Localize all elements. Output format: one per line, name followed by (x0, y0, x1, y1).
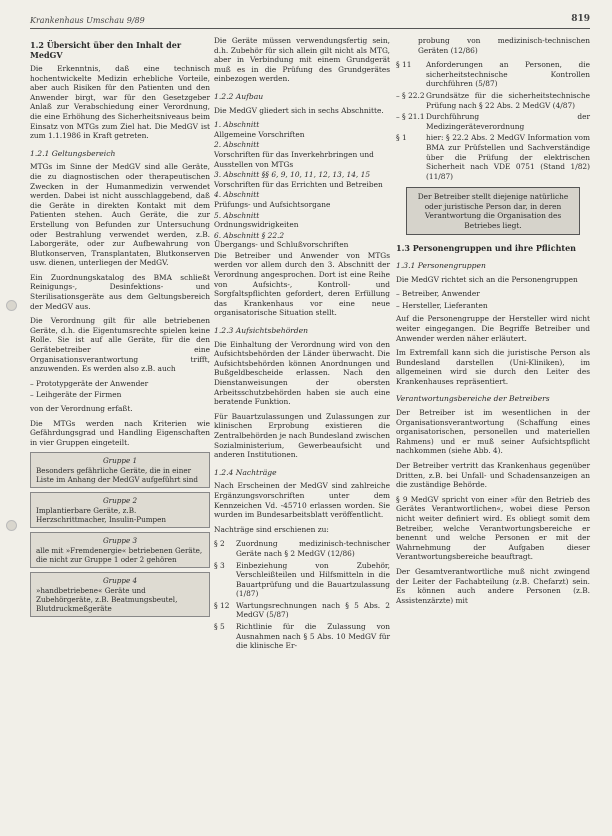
section-title: Ordnungswidrigkeiten (214, 220, 299, 230)
paragraph-catalog: Ein Zuordnungskatalog des BMA schließt Reinigungs-, Desinfektions- und Sterilisationsgeräte aus dem Geltungsbereich der MedGV aus. (30, 272, 210, 311)
subsection-heading-responsibility: Verantwortungsbereiche der Betreibers (396, 394, 550, 404)
group-text: Implantierbare Geräte, z.B. Herzschrittmacher, Insulin-Pumpen (36, 506, 167, 525)
paragraph-structure: Die MedGV gliedert sich in sechs Abschnitte. (214, 105, 384, 115)
item-text: Anforderungen an Personen, die sicherheitstechnische Kontrollen durchführen (5/87) (426, 60, 590, 89)
column-middle (214, 36, 390, 653)
paragraph-use: Die Verordnung gilt für alle betriebenen Geräte, d.h. die Eigentumsrechte spielen keine Rolle. Sie ist auf alle Geräte, für die den Gerätebetreiber eine Organisationsverantwortung trifft, anzuwenden. Es werden also z.B. auch (30, 316, 210, 374)
subsection-heading-scope: 1.2.1 Geltungsbereich (30, 148, 116, 158)
journal-name: Krankenhaus Umschau 9/89 (30, 16, 145, 25)
column-left (30, 36, 210, 621)
group-title: Gruppe 4 (102, 576, 138, 586)
item-text: Durchführung der Medizingeräteverordnung (426, 112, 590, 131)
paragraph-supplement-list: Nachträge sind erschienen zu: (214, 524, 329, 534)
page-header (30, 14, 590, 29)
section-number: 3. Abschnitt §§ 6, 9, 10, 11, 12, 13, 14, 15 (214, 170, 371, 180)
list-item: – Prototypgeräte der Anwender (30, 379, 210, 389)
page-number: 819 (571, 14, 590, 24)
item-text: Zuordnung medizinisch-technischer Geräte nach § 2 MedGV (12/86) (236, 539, 390, 558)
supplement-list-continued (396, 60, 590, 181)
paragraph-covered: von der Verordnung erfaßt. (30, 404, 133, 413)
section-title: Vorschriften für das Errichten und Betreiben (214, 179, 383, 189)
paragraph-responsibility-2: Der Betreiber vertritt das Krankenhaus gegenüber Dritten, z.B. bei Unfall- und Schadensanzeigen an die zuständige Behörde. (396, 461, 590, 490)
paragraph-symbol: – § 21.1 (396, 112, 425, 122)
list-item: – Betreiber, Anwender (396, 289, 590, 299)
definition-box: Der Betreiber stellt diejenige natürliche oder juristische Person dar, in deren Verantwortung die Organisation des Betriebes liegt. (406, 187, 580, 235)
section-number: 5. Abschnitt (214, 210, 260, 220)
list-item (214, 140, 390, 169)
section-heading-persons: 1.3 Personengruppen und ihre Pflichten (396, 242, 576, 253)
paragraph-groups: Die MTGs werden nach Kriterien wie Gefährdungsgrad und Handling Eigenschaften in vier Gruppen eingeteilt. (30, 418, 210, 447)
subsection-heading-authority: 1.2.3 Aufsichtsbehörden (214, 326, 309, 336)
item-text: Grundsätze für die sicherheitstechnische Prüfung nach § 22 Abs. 2 MedGV (4/87) (426, 90, 590, 110)
paragraph-gates: Die Geräte müssen verwendungsfertig sein, d.h. Zubehör für sich allein gilt nicht als MTG, aber in Verbindung mit einem Grundgerät muß es in die Prüfung des Grundgerätes einbezogen werden. (214, 36, 390, 84)
list-item (396, 91, 590, 110)
list-item (214, 622, 390, 651)
list-item (214, 190, 390, 209)
paragraph-operators: Die Betreiber und Anwender von MTGs werden vor allem durch den 3. Abschnitt der Verordnung angesprochen. Dort ist eine Reihe von Aufsichts-, Kontroll- und Sorgfaltspflichten gefordert, deren Erfüllung das Krankenhaus vor eine neue organisatorische Situation stellt. (214, 250, 390, 318)
group-box-1 (30, 452, 210, 488)
list-groups (396, 289, 590, 310)
group-box-2 (30, 492, 210, 528)
supplement-list (214, 539, 390, 651)
paragraph-responsibility-3: § 9 MedGV spricht von einer »für den Betrieb des Gerätes Verantwortlichen«, wobei diese Person nicht weiter definiert wird. Es obliegt somit dem Betreiber, welche Verantwortungsbereiche er benennt und welche Personen er mit der Wahrnehmung der Aufgaben dieser Verantwortungsbereiche beauftragt. (396, 494, 590, 562)
list-item (396, 133, 590, 181)
paragraph-symbol: § 1 (396, 133, 407, 143)
paragraph-supplements: Nach Erscheinen der MedGV sind zahlreiche Ergänzungsvorschriften unter dem Kennzeichen Vd. -45710 erlassen worden. Sie wurden im Bundesarbeitsblatt veröffentlicht. (214, 481, 390, 520)
paragraph-symbol: § 12 (214, 600, 230, 610)
subsection-heading-groups: 1.3.1 Personengruppen (396, 260, 486, 270)
paragraph-symbol: § 2 (214, 539, 225, 549)
paragraph-intro: Die Erkenntnis, daß eine technisch hochentwickelte Medizin erhebliche Vorteile, aber auch Risiken für den Patienten und den Anwender birgt, war für den Gesetzgeber Anlaß zur Verabschiedung einer Verordnung, die eine Erhöhung des Sicherheitsniveaus beim Einsatz von MTGs zum Ziel hat. Die MedGV ist zum 1.1.1986 in Kraft getreten. (30, 64, 210, 141)
section-heading-overview: 1.2 Übersicht über den Inhalt der MedGV (30, 40, 182, 60)
section-title: Prüfungs- und Aufsichtsorgane (214, 199, 331, 209)
list-item (396, 60, 590, 89)
subsection-heading-structure: 1.2.2 Aufbau (214, 91, 264, 101)
item-text: hier: § 22.2 Abs. 2 MedGV Information vom BMA zur Prüfstellen und Sachverständige über die Prüfung der elektrischen Sicherheit nach VDE 0751 (Stand 1/82) (11/87) (426, 133, 590, 181)
section-title: Übergangs- und Schlußvorschriften (214, 240, 349, 250)
group-title: Gruppe 1 (102, 456, 138, 466)
list-item: – Leihgeräte der Firmen (30, 390, 210, 400)
paragraph-responsibility-4: Der Gesamtverantwortliche muß nicht zwingend der Leiter der Fachabteilung (z.B. Chefarzt) sein. Es können auch andere Personen (z.B. Assistenzärzte) mit (396, 566, 590, 605)
list-also (30, 379, 210, 400)
section-number: 2. Abschnitt (214, 140, 260, 150)
group-title: Gruppe 3 (102, 536, 138, 546)
paragraph-authority-2: Für Bauartzulassungen und Zulassungen zur klinischen Erprobung existieren die Zentralbehörden je nach Bundesland zwischen Sozialministerium, Gewerbeaufsicht und anderen Institutionen. (214, 411, 390, 460)
punch-hole (6, 300, 17, 311)
section-list (214, 120, 390, 250)
paragraph-symbol: – § 22.2 (396, 90, 425, 100)
list-item (214, 539, 390, 558)
group-text: »handbetriebene« Geräte und Zubehörgeräte, z.B. Beatmungsbeutel, Blutdruckmeßgeräte (36, 586, 178, 614)
paragraph-responsibility-1: Der Betreiber ist im wesentlichen in der Organisationsverantwortung (Schaffung eines organisatorischen, personellen und materiellen Rahmens) und er muß seiner Aufsichtspflicht nachkommen (siehe Abb. 4). (396, 408, 590, 456)
item-text: Richtlinie für die Zulassung von Ausnahmen nach § 5 Abs. 10 MedGV für die klinische Er- (236, 622, 390, 651)
paragraph-manufacturer: Auf die Personengruppe der Hersteller wird nicht weiter eingegangen. Die Begriffe Betreiber und Anwender werden näher erläutert. (396, 314, 590, 343)
paragraph-continued: probung von medizinisch-technischen Geräten (12/86) (418, 36, 590, 55)
list-item (214, 561, 390, 599)
section-title: Allgemeine Vorschriften (214, 129, 305, 139)
list-item (214, 211, 390, 230)
paragraph-scope: MTGs im Sinne der MedGV sind alle Geräte, die zu diagnostischen oder therapeutischen Zwecken in der Humanmedizin verwendet werden. Dabei ist nicht ausschlaggebend, daß die Geräte in direkten Kontakt mit dem Patienten stehen. Auch Geräte, die zur Erstellung von Befunden zur Untersuchung oder Bestrahlung verwendet werden, z.B. Laborgeräte, oder zur Aufbewahrung von Blutkonserven, Transplantaten, Blutkonserven usw. dienen, unterliegen der MedGV. (30, 162, 210, 268)
section-title: Vorschriften für das Inverkehrbringen und Ausstellen von MTGs (214, 149, 374, 169)
list-item (214, 231, 390, 250)
list-item (214, 601, 390, 620)
group-box-4 (30, 572, 210, 617)
group-box-3 (30, 532, 210, 568)
list-item (214, 120, 390, 139)
section-number: 4. Abschnitt (214, 190, 260, 200)
item-text: Wartungsrechnungen nach § 5 Abs. 2 MedGV (5/87) (236, 600, 390, 620)
paragraph-groups: Die MedGV richtet sich an die Personengruppen (396, 274, 578, 284)
group-text: Besonders gefährliche Geräte, die in einer Liste im Anhang der MedGV aufgeführt sind (36, 466, 199, 485)
item-text: Einbeziehung von Zubehör, Verschleißteilen und Hilfsmitteln in die Bauartprüfung und die Bauartzulassung (1/87) (236, 560, 390, 599)
section-number: 6. Abschnitt § 22.2 (214, 230, 285, 240)
subsection-heading-supplements: 1.2.4 Nachträge (214, 467, 277, 477)
group-title: Gruppe 2 (102, 496, 138, 506)
paragraph-authority-1: Die Einhaltung der Verordnung wird von den Aufsichtsbehörden der Länder überwacht. Die Aufsichtsbehörden können Anordnungen und Bußgeldbescheide erlassen. Nach den Dienstanweisungen der obersten Arbeitsschutzbehörden haben sie auch eine beratende Funktion. (214, 339, 390, 407)
section-number: 1. Abschnitt (214, 120, 260, 130)
paragraph-symbol: § 5 (214, 622, 225, 632)
paragraph-hospital: Im Extremfall kann sich die juristische Person als Bundesland darstellen (Uni-Kliniken), im allgemeinen wird sie durch den Leiter des Krankenhauses repräsentiert. (396, 348, 590, 386)
column-right (396, 36, 590, 610)
list-item: – Hersteller, Lieferanten (396, 301, 590, 311)
group-text: alle mit »Fremdenergie« betriebenen Geräte, die nicht zur Gruppe 1 oder 2 gehören (36, 546, 203, 565)
paragraph-symbol: § 3 (214, 560, 225, 570)
list-item (396, 112, 590, 131)
list-item (214, 170, 390, 189)
paragraph-symbol: § 11 (396, 60, 412, 70)
punch-hole (6, 520, 17, 531)
